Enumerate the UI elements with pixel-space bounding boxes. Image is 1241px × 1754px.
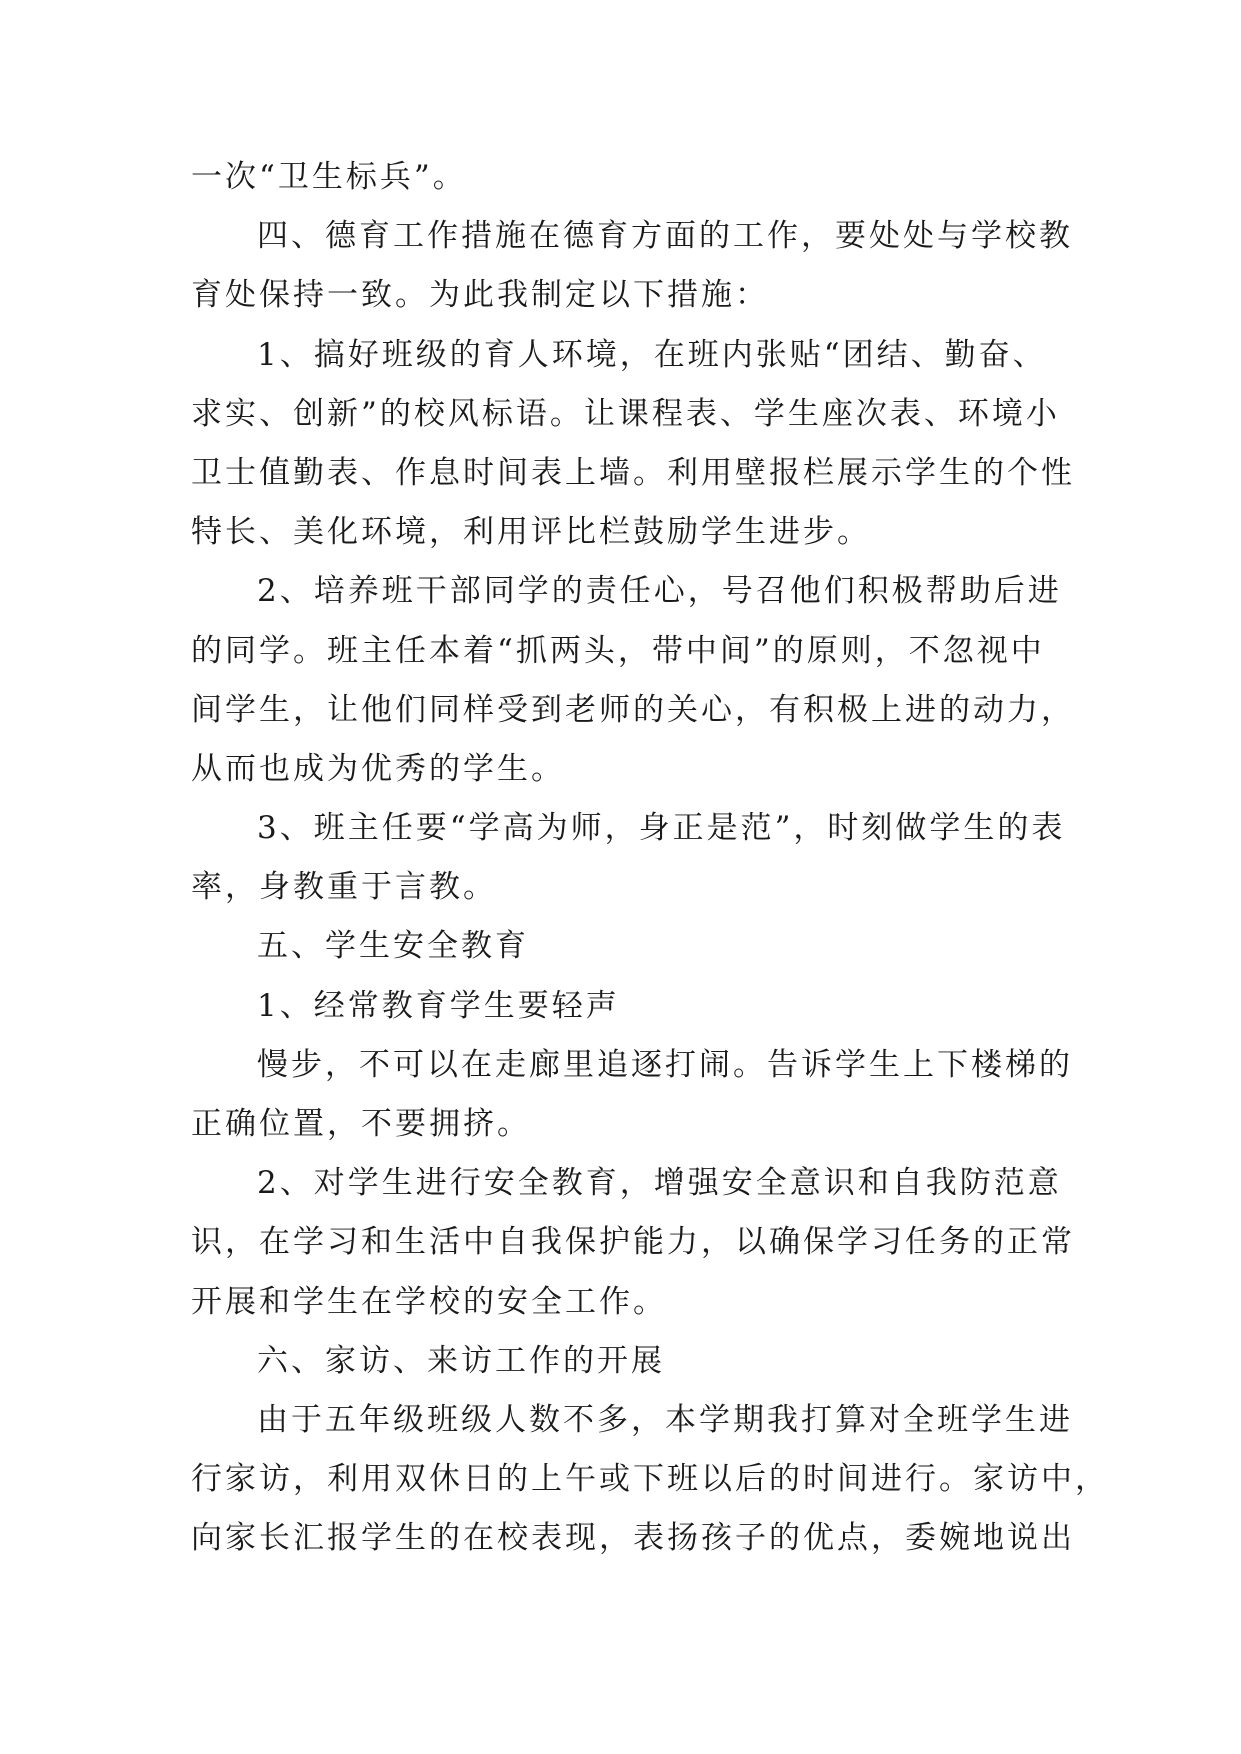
- text-line: 五、学生安全教育: [257, 928, 529, 965]
- text-line: 2、对学生进行安全教育，增强安全意识和自我防范意: [257, 1165, 1062, 1202]
- text-line: 正确位置，不要拥挤。: [191, 1106, 531, 1142]
- text-line: 四、德育工作措施在德育方面的工作，要处处与学校教: [257, 218, 1073, 255]
- text-line: 向家长汇报学生的在校表现，表扬孩子的优点，委婉地说出: [191, 1520, 1075, 1557]
- text-line: 识，在学习和生活中自我保护能力，以确保学习任务的正常: [191, 1224, 1075, 1261]
- document-body: [191, 148, 1109, 1569]
- text-line: 开展和学生在学校的安全工作。: [191, 1283, 667, 1320]
- text-line: 行家访，利用双休日的上午或下班以后的时间进行。家访中，: [191, 1461, 1109, 1498]
- text-line: 育处保持一致。为此我制定以下措施：: [191, 277, 769, 314]
- text-line: 的同学。班主任本着“抓两头，带中间”的原则，不忽视中: [191, 632, 1045, 669]
- text-line: 一次“卫生标兵”。: [191, 159, 467, 195]
- text-line: 2、培养班干部同学的责任心，号召他们积极帮助后进: [257, 573, 1062, 610]
- text-line: 特长、美化环境，利用评比栏鼓励学生进步。: [191, 514, 871, 551]
- text-line: 卫士值勤表、作息时间表上墙。利用壁报栏展示学生的个性: [191, 454, 1075, 491]
- text-line: 率，身教重于言教。: [191, 869, 497, 906]
- text-line: 3、班主任要“学高为师，身正是范”，时刻做学生的表: [257, 810, 1066, 847]
- text-line: 求实、创新”的校风标语。让课程表、学生座次表、环境小: [191, 395, 1060, 432]
- text-line: 由于五年级班级人数不多，本学期我打算对全班学生进: [257, 1401, 1073, 1438]
- text-line: 从而也成为优秀的学生。: [191, 750, 565, 787]
- text-line: 慢步，不可以在走廊里追逐打闹。告诉学生上下楼梯的: [257, 1046, 1073, 1083]
- text-line: 六、家访、来访工作的开展: [257, 1342, 665, 1379]
- text-line: 1、搞好班级的育人环境，在班内张贴“团结、勤奋、: [257, 336, 1047, 373]
- text-line: 1、经常教育学生要轻声: [257, 987, 620, 1024]
- text-line: 间学生，让他们同样受到老师的关心，有积极上进的动力，: [191, 691, 1075, 728]
